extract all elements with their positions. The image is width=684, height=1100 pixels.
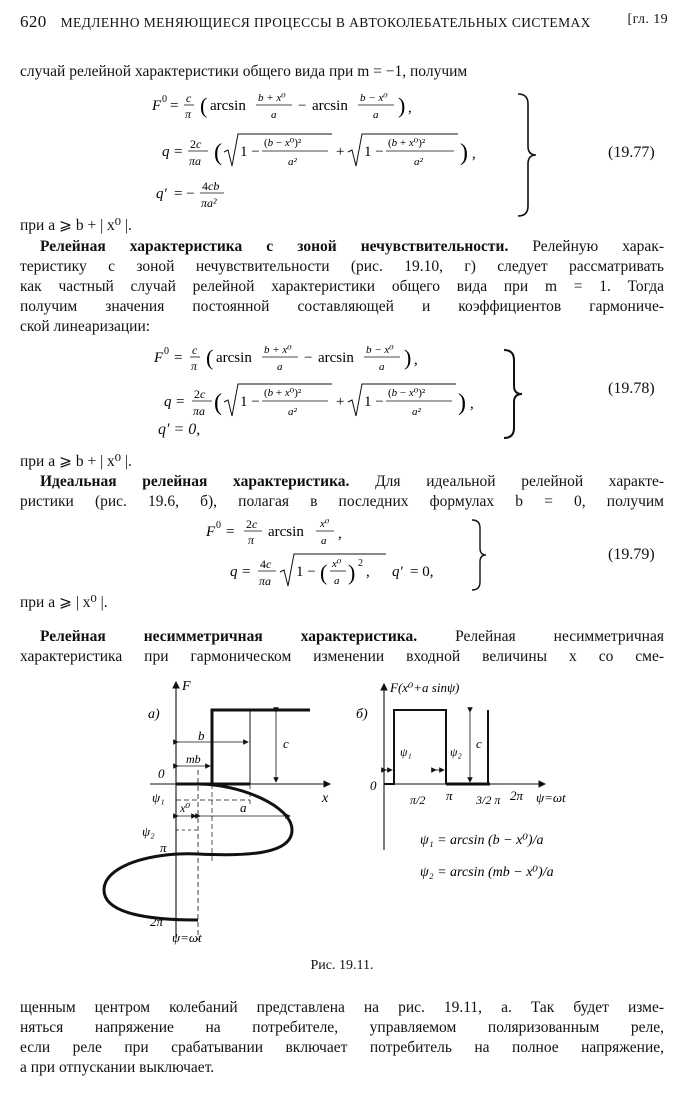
phase-label: ψ=ωt <box>172 930 202 945</box>
svg-text:a²: a² <box>412 406 421 418</box>
svg-text:=: = <box>170 98 179 114</box>
svg-text:=: = <box>226 524 235 540</box>
label-c: c <box>283 736 289 751</box>
phase-label-b: ψ=ωt <box>536 790 566 805</box>
svg-text:=: = <box>174 350 183 366</box>
page-header <box>20 12 668 32</box>
svg-text:b + x⁰: b + x⁰ <box>258 92 286 104</box>
label-psi1-a: ψ₁ <box>152 790 165 805</box>
section2-line2: ристики (рис. 19.6, б), полагая в последних формулах b = 0, получим <box>20 493 664 510</box>
equation-19-77-render <box>152 88 522 218</box>
svg-text:F: F <box>152 98 162 114</box>
svg-text:+: + <box>336 394 345 410</box>
svg-text:a²: a² <box>288 406 297 418</box>
svg-text:1 −: 1 − <box>364 394 384 410</box>
label-2pi-a: 2π <box>150 914 164 929</box>
svg-text:a: a <box>277 361 283 373</box>
svg-text:π: π <box>191 359 198 373</box>
svg-text:,: , <box>408 100 412 116</box>
tick-pi: π <box>446 788 453 803</box>
equation-19-78-render <box>150 342 510 454</box>
panel-a-x-label: x <box>322 791 329 806</box>
condition-19-79: при a ⩾ | x⁰ |. <box>20 594 108 611</box>
label-a: a <box>240 800 247 815</box>
svg-text:): ) <box>458 390 466 416</box>
svg-text:): ) <box>348 560 356 585</box>
svg-text:1 −: 1 − <box>364 144 384 160</box>
svg-text:c: c <box>186 91 192 105</box>
svg-text:): ) <box>460 140 468 166</box>
svg-text:(b + x⁰)²: (b + x⁰)² <box>264 387 302 399</box>
section1-line1 <box>20 237 664 257</box>
svg-text:arcsin: arcsin <box>216 350 252 366</box>
section3-line1-text: Релейная несимметричная <box>455 628 664 645</box>
svg-text:q′: q′ <box>156 186 167 202</box>
svg-text:0: 0 <box>162 94 167 105</box>
svg-text:(: ( <box>214 140 222 166</box>
equation-number-19-79: (19.79) <box>608 546 655 563</box>
equation-19-78 <box>150 342 510 454</box>
svg-text:x⁰: x⁰ <box>332 558 342 570</box>
svg-text:πa²: πa² <box>201 196 217 210</box>
svg-text:2c: 2c <box>190 137 202 151</box>
svg-text:= 0,: = 0, <box>410 564 434 580</box>
svg-text:arcsin: arcsin <box>268 524 304 540</box>
svg-text:=: = <box>242 564 251 580</box>
section3-heading: Релейная несимметричная характеристика. <box>40 628 418 645</box>
section2-line1 <box>20 472 664 492</box>
figure-panel-b <box>356 680 566 880</box>
svg-text:(b + x⁰)²: (b + x⁰)² <box>388 137 426 149</box>
chapter-label: [гл. 19 <box>627 12 668 27</box>
equation-19-79-render <box>200 514 480 594</box>
label-mb: mb <box>186 752 201 766</box>
formula-psi2: ψ₂ = arcsin (mb − x⁰)/a <box>420 865 554 880</box>
svg-text:1 −: 1 − <box>240 144 260 160</box>
paragraph-intro: случай релейной характеристики общего вида при m = −1, получим <box>20 63 468 80</box>
svg-text:q: q <box>230 564 238 580</box>
closing-line3: если реле при срабатывании включает потребитель на полное напряжение, <box>20 1039 664 1056</box>
svg-text:arcsin: arcsin <box>312 98 348 114</box>
label-x0: x⁰ <box>180 801 191 815</box>
svg-text:π: π <box>185 107 192 121</box>
relay-upper-branch <box>212 710 310 784</box>
section3-line1 <box>20 627 664 647</box>
equation-19-79 <box>200 514 480 594</box>
equation-number-19-78: (19.78) <box>608 380 655 397</box>
svg-text:a: a <box>373 109 379 121</box>
label-psi2-a: ψ₂ <box>142 824 155 839</box>
svg-text:−: − <box>298 98 307 114</box>
section2-line1-text: Для идеальной релейной характе- <box>375 473 665 490</box>
svg-text:4cb: 4cb <box>202 179 220 193</box>
svg-text:−: − <box>304 350 313 366</box>
equation-19-77 <box>152 88 522 218</box>
svg-text:q: q <box>164 394 172 410</box>
svg-text:(: ( <box>320 560 328 585</box>
svg-text:0: 0 <box>164 346 169 357</box>
page-number: 620 <box>20 12 47 31</box>
tick-pi-over-2: π/2 <box>410 793 426 807</box>
brace-19-78 <box>500 348 530 440</box>
svg-text:a: a <box>379 361 385 373</box>
svg-text:F: F <box>206 524 216 540</box>
svg-text:πa: πa <box>189 154 202 168</box>
svg-text:π: π <box>248 533 255 547</box>
panel-b-f-label: F(x⁰+a sinψ) <box>390 680 460 695</box>
section3-line2: характеристика при гармоническом изменении входной величины x со сме- <box>20 648 664 665</box>
svg-text:b + x⁰: b + x⁰ <box>264 344 292 356</box>
svg-text:a: a <box>321 535 327 547</box>
svg-text:2c: 2c <box>246 517 258 531</box>
equation-number-19-77: (19.77) <box>608 144 655 161</box>
svg-text:): ) <box>404 345 412 370</box>
svg-text:=: = <box>174 144 183 160</box>
svg-text:+: + <box>336 144 345 160</box>
closing-line4: а при отпускании выключает. <box>20 1059 215 1076</box>
svg-text:x⁰: x⁰ <box>320 518 330 530</box>
condition-19-78: при a ⩾ b + | x⁰ |. <box>20 453 132 470</box>
section2-heading: Идеальная релейная характеристика. <box>40 473 350 490</box>
figure-19-11 <box>0 670 684 955</box>
svg-text:1 −: 1 − <box>240 394 260 410</box>
svg-text:arcsin: arcsin <box>318 350 354 366</box>
panel-a-origin: 0 <box>158 766 165 781</box>
svg-text:=: = <box>176 394 185 410</box>
svg-text:(b − x⁰)²: (b − x⁰)² <box>388 387 426 399</box>
panel-a-f-label: F <box>182 679 191 694</box>
svg-text:a²: a² <box>414 156 423 168</box>
svg-text:q′: q′ <box>392 564 403 580</box>
brace-19-79 <box>468 518 498 592</box>
label-pi-a: π <box>160 840 167 855</box>
svg-text:2c: 2c <box>194 387 206 401</box>
svg-text:c: c <box>192 343 198 357</box>
svg-text:b − x⁰: b − x⁰ <box>360 92 388 104</box>
svg-text:a: a <box>334 575 340 587</box>
figure-panel-a <box>104 679 330 945</box>
closing-line1: щенным центром колебаний представлена на рис. 19.11, а. Так будет изме- <box>20 999 664 1016</box>
formula-psi1: ψ₁ = arcsin (b − x⁰)/a <box>420 833 544 848</box>
condition-19-77: при a ⩾ b + | x⁰ |. <box>20 217 132 234</box>
svg-text:(: ( <box>206 345 214 370</box>
label-psi1-b: ψ₁ <box>400 745 412 759</box>
svg-text:q: q <box>162 144 170 160</box>
svg-text:arcsin: arcsin <box>210 98 246 114</box>
running-title: МЕДЛЕННО МЕНЯЮЩИЕСЯ ПРОЦЕССЫ В АВТОКОЛЕБАТЕЛЬНЫХ СИСТЕМАХ <box>60 15 591 30</box>
section1-line4: получим значения постоянной составляющей и коэффициентов гармониче- <box>20 298 664 315</box>
svg-text:a²: a² <box>288 156 297 168</box>
section1-heading: Релейная характеристика с зоной нечувствительности. <box>40 238 509 255</box>
svg-text:F: F <box>154 350 164 366</box>
section1-line5: ской линеаризации: <box>20 318 151 335</box>
label-psi2-b: ψ₂ <box>450 745 462 759</box>
section1-line3: как частный случай релейной характеристики общего вида при m = 1. Тогда <box>20 278 664 295</box>
svg-text:0: 0 <box>216 520 221 531</box>
svg-text:= −: = − <box>174 186 195 202</box>
svg-text:,: , <box>472 146 476 162</box>
svg-text:4c: 4c <box>260 557 272 571</box>
svg-text:(b − x⁰)²: (b − x⁰)² <box>264 137 302 149</box>
section1-line2: теристику с зоной нечувствительности (рис. 19.10, г) следует рассматривать <box>20 258 664 275</box>
svg-text:,: , <box>366 564 370 580</box>
panel-b-origin: 0 <box>370 778 377 793</box>
label-c-b: c <box>476 736 482 751</box>
svg-text:,: , <box>338 526 342 542</box>
tick-2pi: 2π <box>510 788 524 803</box>
closing-line2: няться напряжение на потребителе, управляемом поляризованным реле, <box>20 1019 664 1036</box>
svg-text:1 −: 1 − <box>296 564 316 580</box>
figure-caption: Рис. 19.11. <box>310 958 374 973</box>
svg-text:2: 2 <box>358 558 363 569</box>
brace-19-77 <box>514 92 544 218</box>
panel-a-label: а) <box>148 707 160 722</box>
panel-b-label: б) <box>356 707 368 722</box>
tick-3pi-over-2: 3/2 π <box>476 793 501 807</box>
svg-text:,: , <box>470 396 474 412</box>
svg-text:,: , <box>414 352 418 368</box>
svg-text:): ) <box>398 93 406 118</box>
section1-line1-text: Релейную харак- <box>532 238 664 255</box>
svg-text:πa: πa <box>193 404 206 418</box>
svg-text:b − x⁰: b − x⁰ <box>366 344 394 356</box>
svg-text:a: a <box>271 109 277 121</box>
svg-text:(: ( <box>200 93 208 118</box>
svg-text:(: ( <box>214 390 222 416</box>
label-b: b <box>198 728 205 743</box>
equation-19-78-qprime: q′ = 0, <box>158 421 201 438</box>
svg-text:πa: πa <box>259 574 272 588</box>
